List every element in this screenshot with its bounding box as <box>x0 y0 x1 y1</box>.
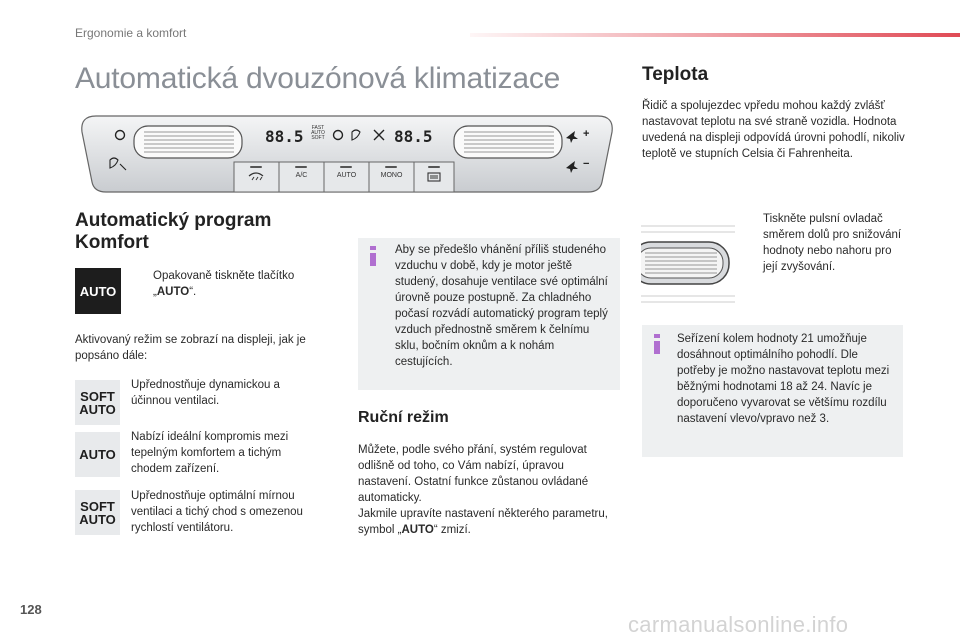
soft-auto-badge <box>75 380 120 425</box>
mode-soft-label: SOFT <box>311 135 325 141</box>
auto-step-text <box>153 268 303 300</box>
mono-button: MONO <box>380 172 403 179</box>
auto-step-text-after: “. <box>189 286 197 298</box>
mode-description: Nabízí ideální kompromis mezi tepelným komfortem a tichým chodem zařízení. <box>131 431 289 475</box>
info-icon-bar <box>654 341 660 354</box>
manual-text-bold: AUTO <box>401 524 434 536</box>
page-title: Automatická dvouzónová klimatizace <box>75 62 561 95</box>
auto-button-icon-label: AUTO <box>79 283 117 299</box>
mode-fast-label: FAST <box>311 125 325 131</box>
auto-button: AUTO <box>336 172 357 179</box>
right-temp-display: 88.5 <box>394 127 433 146</box>
teplota-text: Řidič a spolujezdec vpředu mohou každý zvlášť nastavovat teplotu na své straně vozidla. Hodnota uvedená na displeji odpovídá úrovni pohodlí, nikoliv teplotě ve stupních Celsia či Fahrenheita. <box>642 100 905 160</box>
auto-intro-text: Aktivovaný režim se zobrazí na displeji, jak je popsáno dále: <box>75 334 306 362</box>
info-box-temperature <box>642 325 903 457</box>
climate-panel-drawing <box>74 112 620 194</box>
fan-minus-label: − <box>583 158 590 170</box>
soft-auto-badge-line1: SOFT <box>80 498 115 514</box>
header-accent-bar <box>470 33 960 37</box>
manual-text-2-after: “ zmizí. <box>433 524 471 536</box>
ac-button: A/C <box>295 172 308 179</box>
watermark: carmanualsonline.info <box>628 612 849 637</box>
auto-button-icon <box>75 268 121 314</box>
climate-control-panel <box>74 112 620 194</box>
manual-text <box>358 442 620 538</box>
info-icon-bar <box>370 253 376 266</box>
teplota-info-text: Seřízení kolem hodnoty 21 umožňuje dosáhnout optimálního pohodlí. Dle potřeby je možno nastavovat teplotu mezi běžnými hodnotami 18 až 24. Navíc je doporučeno vyvarovat se většímu rozdílu nastavení vlevo/vpravo než 3. <box>677 333 890 425</box>
manual-text-2-before: Jakmile upravíte nastavení některého parametru, symbol „ <box>358 508 608 536</box>
manual-text-1: Můžete, podle svého přání, systém regulovat odlišně od toho, co Vám nabízí, úpravou nastavení. Ostatní funkce zůstanou ovládané automaticky. <box>358 444 589 504</box>
auto-step-text-before: Opakovaně tiskněte tlačítko „ <box>153 270 295 298</box>
mode-description: Upřednostňuje optimální mírnou ventilaci a tichý chod s omezenou rychlostí ventilátoru. <box>131 490 303 534</box>
info-cold-text: Aby se předešlo vhánění příliš studeného vzduchu v době, kdy je motor ještě studený, dosahuje ventilace své optimální úrovně pouze postupně. Za chladného počasí rozvádí automatický program teplý vzduch přednostně směrem k čelnímu sklu, bočním oknům a k nohám cestujících. <box>395 244 608 368</box>
mode-auto-label: AUTO <box>311 130 325 136</box>
soft-auto-badge <box>75 490 120 535</box>
soft-auto-badge-line1: SOFT <box>80 388 115 404</box>
auto-badge-line1: AUTO <box>79 447 116 462</box>
section-header: Ergonomie a komfort <box>75 26 187 40</box>
manual-section-heading: Ruční režim <box>358 409 449 426</box>
auto-badge <box>75 432 120 477</box>
info-icon <box>654 334 660 338</box>
fan-plus-label: + <box>583 128 590 140</box>
soft-auto-badge-line2: AUTO <box>79 511 116 527</box>
info-box-cold <box>358 238 620 390</box>
auto-step-bold: AUTO <box>156 286 190 298</box>
teplota-heading: Teplota <box>642 64 709 85</box>
mode-description: Upřednostňuje dynamickou a účinnou ventilaci. <box>131 379 280 407</box>
page-number: 128 <box>20 602 42 617</box>
teplota-step-text: Tiskněte pulsní ovladač směrem dolů pro snižování hodnoty nebo nahoru pro její zvyšování. <box>763 213 902 273</box>
left-temp-display: 88.5 <box>265 127 304 146</box>
temperature-knob-illustration <box>641 224 735 304</box>
auto-section-heading: Automatický program Komfort <box>75 210 272 253</box>
soft-auto-badge-line2: AUTO <box>79 401 116 417</box>
mode-indicator <box>307 126 329 141</box>
info-icon <box>370 246 376 250</box>
